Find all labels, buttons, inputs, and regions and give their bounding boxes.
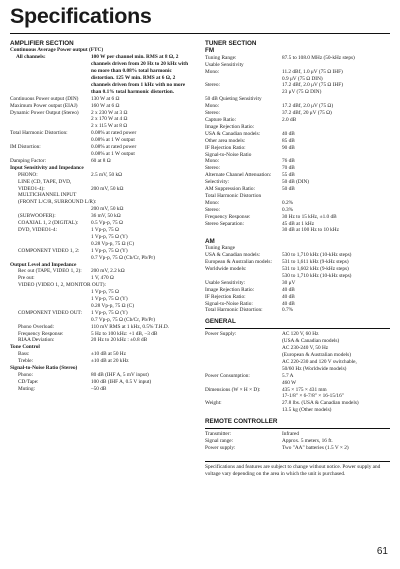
- spec-value-line: 40 dB: [282, 300, 295, 307]
- spec-value-line: 0.08% at rated power: [91, 130, 137, 137]
- tone-spec-group: [10, 351, 196, 365]
- spec-value-line: 1 Vp-p, 75 Ω: [91, 289, 119, 296]
- remote-heading: REMOTE CONTROLLER: [205, 417, 278, 425]
- spec-label: Total Harmonic Distortion:: [205, 307, 263, 314]
- spec-value-line: 200 mV, 50 kΩ: [91, 185, 124, 192]
- spec-row: [205, 82, 390, 96]
- spec-label: Usable Sensitivity:: [205, 279, 246, 286]
- page-number: 61: [376, 546, 388, 557]
- spec-value: [91, 289, 134, 310]
- spec-label: Bass:: [18, 351, 30, 358]
- spec-row: [10, 110, 196, 131]
- spec-label: [10, 289, 91, 310]
- spec-row: [10, 282, 196, 289]
- spec-value-line: 45 dB at 1 kHz: [282, 220, 315, 227]
- spec-label: European & Australian models:: [205, 259, 272, 266]
- spec-label: PHONO:: [18, 171, 38, 178]
- spec-label: Tuning Range:: [205, 54, 237, 61]
- remote-rule: [205, 428, 390, 429]
- spec-label: (SUBWOOFER):: [18, 213, 56, 220]
- spec-label: Frequency Response:: [18, 330, 64, 337]
- spec-value: [91, 96, 119, 103]
- spec-row: [10, 331, 196, 338]
- spec-value: [282, 266, 351, 280]
- spec-row: [205, 259, 390, 266]
- spec-value-line: 460 W: [282, 379, 297, 386]
- spec-value-line: AC 120 V, 60 Hz: [282, 331, 319, 338]
- spec-value-line: (USA & Canadian models): [282, 338, 340, 345]
- spec-value-line: 1 Vp-p, 75 Ω (Y): [91, 233, 128, 240]
- spec-value-line: 0.7 Vp-p, 75 Ω (Cb/Cr, Pb/Pr): [91, 254, 155, 261]
- spec-label: Signal-to-Noise Ratio: [205, 151, 252, 158]
- spec-row: [10, 96, 196, 103]
- spec-label: Signal range:: [205, 437, 234, 444]
- spec-value-line: AC 220-230 and 120 V switchable,: [282, 358, 357, 365]
- spec-label: Frequency Response:: [205, 213, 251, 220]
- spec-value: [282, 280, 295, 287]
- spec-value-line: 50 dB (DIN): [282, 179, 310, 186]
- spec-value-line: 530 to 1,710 kHz (10-kHz steps): [282, 252, 352, 259]
- spec-row: [205, 221, 390, 235]
- spec-label: AM Suppression Ratio:: [205, 186, 256, 193]
- spec-row: [205, 138, 390, 145]
- spec-row: [205, 307, 390, 314]
- all-channels-row: [10, 54, 196, 95]
- spec-value: [282, 82, 343, 96]
- spec-value-line: 80 dB (IHF A, 5 mV input): [91, 372, 149, 378]
- spec-row: [10, 351, 196, 358]
- spec-label: Rec out (TAPE, VIDEO 1, 2):: [18, 268, 82, 275]
- spec-value-line: 40 dB: [282, 286, 295, 293]
- spec-value: [282, 179, 309, 186]
- spec-value-line: –50 dB: [91, 385, 107, 392]
- spec-value: [91, 310, 155, 324]
- spec-value-line: AC 230-240 V, 50 Hz: [282, 345, 329, 352]
- spec-row: [205, 165, 390, 172]
- disclaimer-note: Specifications and features are subject to change without notice. Power supply and voltage vary depending on the area in which the unit is purchased.: [205, 463, 381, 477]
- spec-value-line: 130 W at 6 Ω: [91, 95, 120, 102]
- continuous-power-heading: Continuous Average Power output (FTC): [10, 47, 104, 54]
- spec-row: [205, 124, 390, 131]
- spec-value-line: 40 dB: [282, 130, 295, 137]
- remote-spec-group: [205, 431, 390, 452]
- spec-value-line: 0.08% at 1 W output: [91, 151, 135, 157]
- spec-value-line: 27.8 lbs. (USA & Canadian models): [282, 400, 359, 407]
- all-channels-label: All channels:: [16, 54, 46, 61]
- note-rule: [205, 461, 390, 462]
- spec-label: Maximum Power output (EIAJ): [10, 102, 78, 109]
- spec-label: Muting:: [18, 385, 36, 392]
- spec-value: [91, 358, 129, 365]
- spec-label: Dimensions (W × H × D):: [205, 386, 261, 393]
- spec-row: [205, 301, 390, 308]
- spec-row: [205, 431, 390, 438]
- spec-row: [10, 248, 196, 262]
- spec-value: [91, 248, 155, 262]
- spec-row: [205, 214, 390, 221]
- spec-value: [91, 110, 127, 131]
- spec-label: USA & Canadian models:: [205, 252, 261, 259]
- spec-value-line: 5.7 A: [282, 372, 294, 379]
- spec-value: [282, 445, 349, 452]
- spec-label: Weight:: [205, 400, 222, 407]
- spec-row: [10, 220, 196, 227]
- spec-value-line: 0.7 Vp-p, 75 Ω (Cb/Cr, Pb/Pr): [91, 316, 155, 323]
- spec-value-line: 0.3%: [282, 206, 294, 213]
- general-heading: GENERAL: [205, 317, 236, 325]
- spec-value-line: 76 dB: [282, 158, 295, 165]
- spec-row: [10, 337, 196, 344]
- spec-value-line: 90 dB: [282, 144, 295, 151]
- amplifier-section-heading: AMPLIFIER SECTION: [10, 40, 74, 47]
- spec-value-line: 0.28 Vp-p, 75 Ω (C): [91, 302, 134, 309]
- amplifier-spec-group: [10, 96, 196, 165]
- spec-row: [205, 62, 390, 69]
- spec-value: [282, 294, 295, 301]
- general-spec-group: [205, 331, 390, 414]
- spec-label: Signal-to-Noise Ratio:: [205, 300, 253, 307]
- all-channels-value: 100 W per channel min. RMS at 8 Ω, 2 channels driven from 20 Hz to 20 kHz with no more than 0.08% total harmonic distortion. 125 W min. RMS at 6 Ω, 2 channels driven from 1 kHz with no more than 0.1% total harmonic distortion.: [91, 54, 189, 95]
- spec-value: [91, 158, 111, 165]
- spec-value-line: ±10 dB at 20 kHz: [91, 358, 129, 365]
- spec-value-line: 87.5 to 108.0 MHz (50-kHz steps): [282, 54, 355, 61]
- spec-label: Continuous Power output (DIN): [10, 95, 79, 102]
- spec-value-line: 55 dB: [282, 172, 295, 179]
- spec-row: [10, 289, 196, 310]
- spec-row: [10, 324, 196, 331]
- spec-value-line: 100 dB (IHF A, 0.5 V input): [91, 378, 152, 385]
- spec-row: [10, 379, 196, 386]
- title-rule: [10, 33, 390, 34]
- spec-label: (FRONT L/C/R, SURROUND L/R):: [18, 199, 97, 206]
- spec-label: DVD, VIDEO1-4:: [18, 226, 58, 233]
- spec-label: Total Harmonic Distortion: [205, 192, 262, 199]
- spec-label: COMPONENT VIDEO 1, 2:: [18, 247, 80, 254]
- spec-row: [205, 69, 390, 83]
- spec-row: [10, 386, 196, 393]
- spec-row: [205, 400, 390, 414]
- spec-label: Power Consumption:: [205, 372, 250, 379]
- left-column: [10, 40, 196, 393]
- spec-value: [282, 117, 296, 124]
- spec-value: [91, 372, 149, 379]
- spec-value: [91, 268, 125, 275]
- spec-row: [10, 268, 196, 275]
- spec-value-line: 36 mV, 50 kΩ: [91, 213, 121, 220]
- spec-label: RIAA Deviation:: [18, 337, 55, 344]
- spec-value: [91, 331, 157, 338]
- spec-value-line: 2 x 230 W at 3 Ω: [91, 109, 128, 116]
- spec-row: [205, 110, 390, 117]
- spec-value: [91, 213, 121, 220]
- spec-value: [282, 287, 295, 294]
- spec-label: Stereo:: [205, 206, 221, 213]
- spec-label: Stereo:: [205, 165, 221, 172]
- spec-value: [282, 221, 339, 235]
- spec-value-line: 200 mV, 50 kΩ: [91, 206, 124, 213]
- spec-label: CD/Tape:: [18, 378, 39, 385]
- spec-label: Worldwide models:: [205, 266, 247, 272]
- spec-label: COMPONENT VIDEO OUT:: [18, 309, 82, 316]
- spec-label: Dynamic Power Output (Stereo): [10, 109, 79, 116]
- spec-value: [282, 331, 357, 372]
- spec-value: [282, 207, 293, 214]
- spec-label: LINE (CD, TAPE, DVD,: [18, 178, 72, 185]
- spec-value: [91, 386, 106, 393]
- spec-label: Transmitter:: [205, 431, 231, 438]
- spec-label: Stereo:: [205, 82, 221, 89]
- spec-label: Phono Overload:: [18, 323, 55, 330]
- spec-value-line: 0.5 Vp-p, 75 Ω: [91, 220, 123, 227]
- spec-row: [205, 186, 390, 193]
- spec-value-line: 0.7%: [282, 307, 294, 314]
- spec-value-line: 0.2%: [282, 199, 294, 206]
- spec-value-line: 23 μV (75 Ω DIN): [282, 89, 322, 96]
- spec-value-line: 0.08% at 1 W output: [91, 137, 135, 144]
- spec-value: [91, 206, 123, 213]
- spec-row: [10, 158, 196, 165]
- spec-value: [282, 110, 332, 117]
- spec-value-line: 0.08% at rated power: [91, 144, 137, 151]
- input-sensitivity-heading: Input Sensitivity and Impedance: [10, 164, 84, 171]
- spec-value-line: Approx. 5 meters, 16 ft.: [282, 437, 333, 444]
- spec-label: Stereo:: [205, 110, 221, 117]
- spec-value-line: 17-1/8" × 6-7/8" × 16-15/16": [282, 393, 344, 400]
- spec-value-line: 2 x 115 W at 8 Ω: [91, 123, 128, 130]
- input-spec-group: [10, 172, 196, 262]
- spec-row: [205, 331, 390, 372]
- spec-value: [91, 220, 123, 227]
- spec-value-line: 1 Vp-p, 75 Ω: [91, 226, 119, 233]
- spec-value: [282, 186, 295, 193]
- spec-value-line: 11.2 dBf, 1.0 μV (75 Ω IHF): [282, 68, 343, 75]
- spec-label: Mono:: [205, 199, 220, 206]
- spec-label: Selectivity:: [205, 179, 230, 186]
- spec-value: [91, 130, 136, 144]
- spec-value: [91, 172, 122, 179]
- spec-row: [10, 372, 196, 379]
- snr-spec-group: [10, 372, 196, 393]
- spec-row: [205, 158, 390, 165]
- spec-value: [282, 69, 343, 83]
- spec-label: COAXIAL 1, 2 (DIGITAL):: [18, 220, 79, 227]
- spec-value: [282, 301, 295, 308]
- spec-value: [282, 400, 359, 414]
- spec-value: [91, 379, 151, 386]
- output-spec-group: [10, 268, 196, 344]
- spec-row: [205, 117, 390, 124]
- spec-value-line: 85 dB: [282, 137, 295, 144]
- spec-value-line: 531 to 1,611 kHz (9-kHz steps): [282, 259, 349, 266]
- output-level-heading: Output Level and Impedance: [10, 261, 77, 268]
- spec-label: Mono:: [205, 68, 220, 75]
- spec-value-line: 530 to 1,710 kHz (10-kHz steps): [282, 272, 352, 279]
- spec-value: [282, 307, 293, 314]
- spec-row: [10, 227, 196, 248]
- spec-value-line: 1 Vp-p, 75 Ω (Y): [91, 296, 128, 303]
- spec-label: Image Rejection Ratio:: [205, 286, 255, 293]
- spec-row: [205, 193, 390, 200]
- spec-value: [282, 373, 296, 387]
- spec-row: [10, 186, 196, 193]
- spec-row: [205, 145, 390, 152]
- spec-value-line: 1 Vp-p, 75 Ω (Y): [91, 309, 128, 316]
- spec-value-line: 30 Hz to 15 kHz, ±1.0 dB: [282, 213, 337, 220]
- fm-heading: FM: [205, 47, 215, 55]
- spec-row: [205, 373, 390, 387]
- spec-value-line: 110 mV RMS at 1 kHz, 0.5% T.H.D.: [91, 323, 170, 330]
- spec-value: [282, 438, 333, 445]
- spec-value: [282, 158, 295, 165]
- general-rule: [205, 328, 390, 329]
- spec-value: [91, 324, 169, 331]
- spec-value: [91, 186, 123, 193]
- spec-value-line: (European & Australian models): [282, 351, 351, 358]
- spec-value-line: 17.2 dBf, 2.0 μV (75 Ω): [282, 103, 334, 110]
- spec-label: Damping Factor:: [10, 157, 47, 164]
- spec-label: Alternate Channel Attenuation:: [205, 172, 272, 179]
- spec-row: [10, 199, 196, 206]
- spec-value-line: 50 dB: [282, 186, 295, 193]
- spec-label: VIDEO1-4):: [18, 185, 45, 192]
- spec-value-line: 0.28 Vp-p, 75 Ω (C): [91, 240, 134, 247]
- spec-label: 50 dB Quieting Sensitivity: [205, 96, 262, 103]
- spec-value-line: 160 W at 6 Ω: [91, 102, 120, 109]
- spec-value-line: 37.2 dBf, 20 μV (75 Ω): [282, 110, 332, 117]
- spec-value: [91, 337, 147, 344]
- spec-value-line: 60 at 8 Ω: [91, 157, 111, 164]
- spec-label: Stereo Separation:: [205, 220, 244, 227]
- spec-value-line: 40 dB: [282, 293, 295, 300]
- spec-label: Mono:: [205, 103, 220, 110]
- spec-value: [282, 131, 295, 138]
- spec-value-line: ±10 dB at 50 Hz: [91, 351, 126, 358]
- spec-row: [205, 280, 390, 287]
- spec-label: Image Rejection Ratio:: [205, 123, 255, 130]
- spec-value-line: Infrared: [282, 431, 300, 438]
- spec-label: IF Rejection Ratio:: [205, 144, 246, 151]
- am-spec-group: [205, 245, 390, 314]
- spec-value-line: 0.9 μV (75 Ω DIN): [282, 75, 323, 82]
- tone-control-heading: Tone Control: [10, 344, 40, 351]
- spec-row: [10, 103, 196, 110]
- spec-row: [205, 387, 390, 401]
- spec-value-line: 1 V, 470 Ω: [91, 275, 114, 282]
- spec-value: [282, 145, 295, 152]
- spec-value-line: 13.5 kg (Other models): [282, 407, 332, 414]
- spec-value-line: 5 Hz to 100 kHz: +1 dB, –3 dB: [91, 330, 158, 337]
- spec-row: [205, 55, 390, 62]
- spec-row: [205, 438, 390, 445]
- snr-heading: Signal-to-Noise Ratio (Stereo): [10, 365, 78, 372]
- spec-label: Tuning Range: [205, 245, 235, 252]
- spec-value: [282, 259, 349, 266]
- spec-value: [282, 214, 337, 221]
- spec-row: [10, 172, 196, 179]
- spec-row: [205, 287, 390, 294]
- spec-value-line: 50/60 Hz (Worldwide models): [282, 365, 347, 372]
- spec-row: [205, 131, 390, 138]
- spec-label: Mono:: [205, 158, 220, 165]
- spec-value: [282, 387, 344, 401]
- right-column: [205, 40, 390, 478]
- spec-value-line: 30 μV: [282, 279, 296, 286]
- spec-value: [282, 55, 355, 62]
- spec-value-line: 20 Hz to 20 kHz : ±0.8 dB: [91, 337, 148, 344]
- spec-row: [10, 130, 196, 144]
- spec-value: [91, 351, 126, 358]
- page-title: Specifications: [10, 4, 152, 28]
- tuner-section-heading: TUNER SECTION: [205, 40, 257, 47]
- spec-row: [205, 152, 390, 159]
- spec-label: IF Rejection Ratio:: [205, 293, 246, 300]
- spec-value: [91, 103, 119, 110]
- spec-value-line: 17.2 dBf, 2.0 μV (75 Ω IHF): [282, 82, 343, 89]
- spec-value: [282, 431, 299, 438]
- spec-value: [282, 138, 295, 145]
- spec-value: [282, 165, 295, 172]
- spec-value-line: 1 Vp-p, 75 Ω (Y): [91, 247, 128, 254]
- spec-value-line: 2.0 dB: [282, 116, 297, 123]
- spec-value: [91, 144, 136, 158]
- spec-label: Power supply:: [205, 444, 236, 451]
- spec-label: Pre out:: [18, 275, 35, 282]
- spec-row: [10, 144, 196, 158]
- spec-label: IM Distortion:: [10, 144, 41, 151]
- spec-label: MULTICHANNEL INPUT: [18, 192, 77, 199]
- spec-value-line: 30 dB at 100 Hz to 10 kHz: [282, 227, 339, 234]
- spec-row: [205, 207, 390, 214]
- spec-label: USA & Canadian models:: [205, 130, 261, 137]
- fm-spec-group: [205, 55, 390, 235]
- spec-value: [91, 227, 134, 248]
- spec-value-line: Two "AA" batteries (1.5 V × 2): [282, 444, 349, 451]
- spec-row: [205, 266, 390, 280]
- spec-value-line: 2.5 mV, 50 kΩ: [91, 171, 123, 178]
- spec-label: Total Harmonic Distortion:: [10, 130, 68, 137]
- spec-row: [10, 310, 196, 324]
- spec-value-line: 435 × 175 × 431 mm: [282, 386, 327, 393]
- spec-row: [205, 445, 390, 452]
- spec-label: Other area models:: [205, 137, 246, 144]
- spec-value-line: 531 to 1,602 kHz (9-kHz steps): [282, 266, 349, 272]
- am-heading: AM: [205, 237, 215, 245]
- spec-row: [10, 179, 196, 186]
- spec-row: [205, 179, 390, 186]
- spec-value-line: 2 x 170 W at 4 Ω: [91, 116, 128, 123]
- spec-value-line: 70 dB: [282, 165, 295, 172]
- spec-label: Treble:: [18, 358, 34, 365]
- spec-label: Capture Ratio:: [205, 116, 237, 123]
- spec-label: Phono:: [18, 372, 34, 378]
- spec-value: [282, 200, 293, 207]
- spec-label: Power Supply:: [205, 331, 237, 338]
- spec-label: Usable Sensitivity: [205, 61, 244, 68]
- spec-label: VIDEO (VIDEO 1, 2, MONITOR OUT):: [18, 282, 107, 289]
- spec-row: [205, 294, 390, 301]
- spec-value-line: 200 mV, 2.2 kΩ: [91, 268, 125, 275]
- spec-row: [205, 200, 390, 207]
